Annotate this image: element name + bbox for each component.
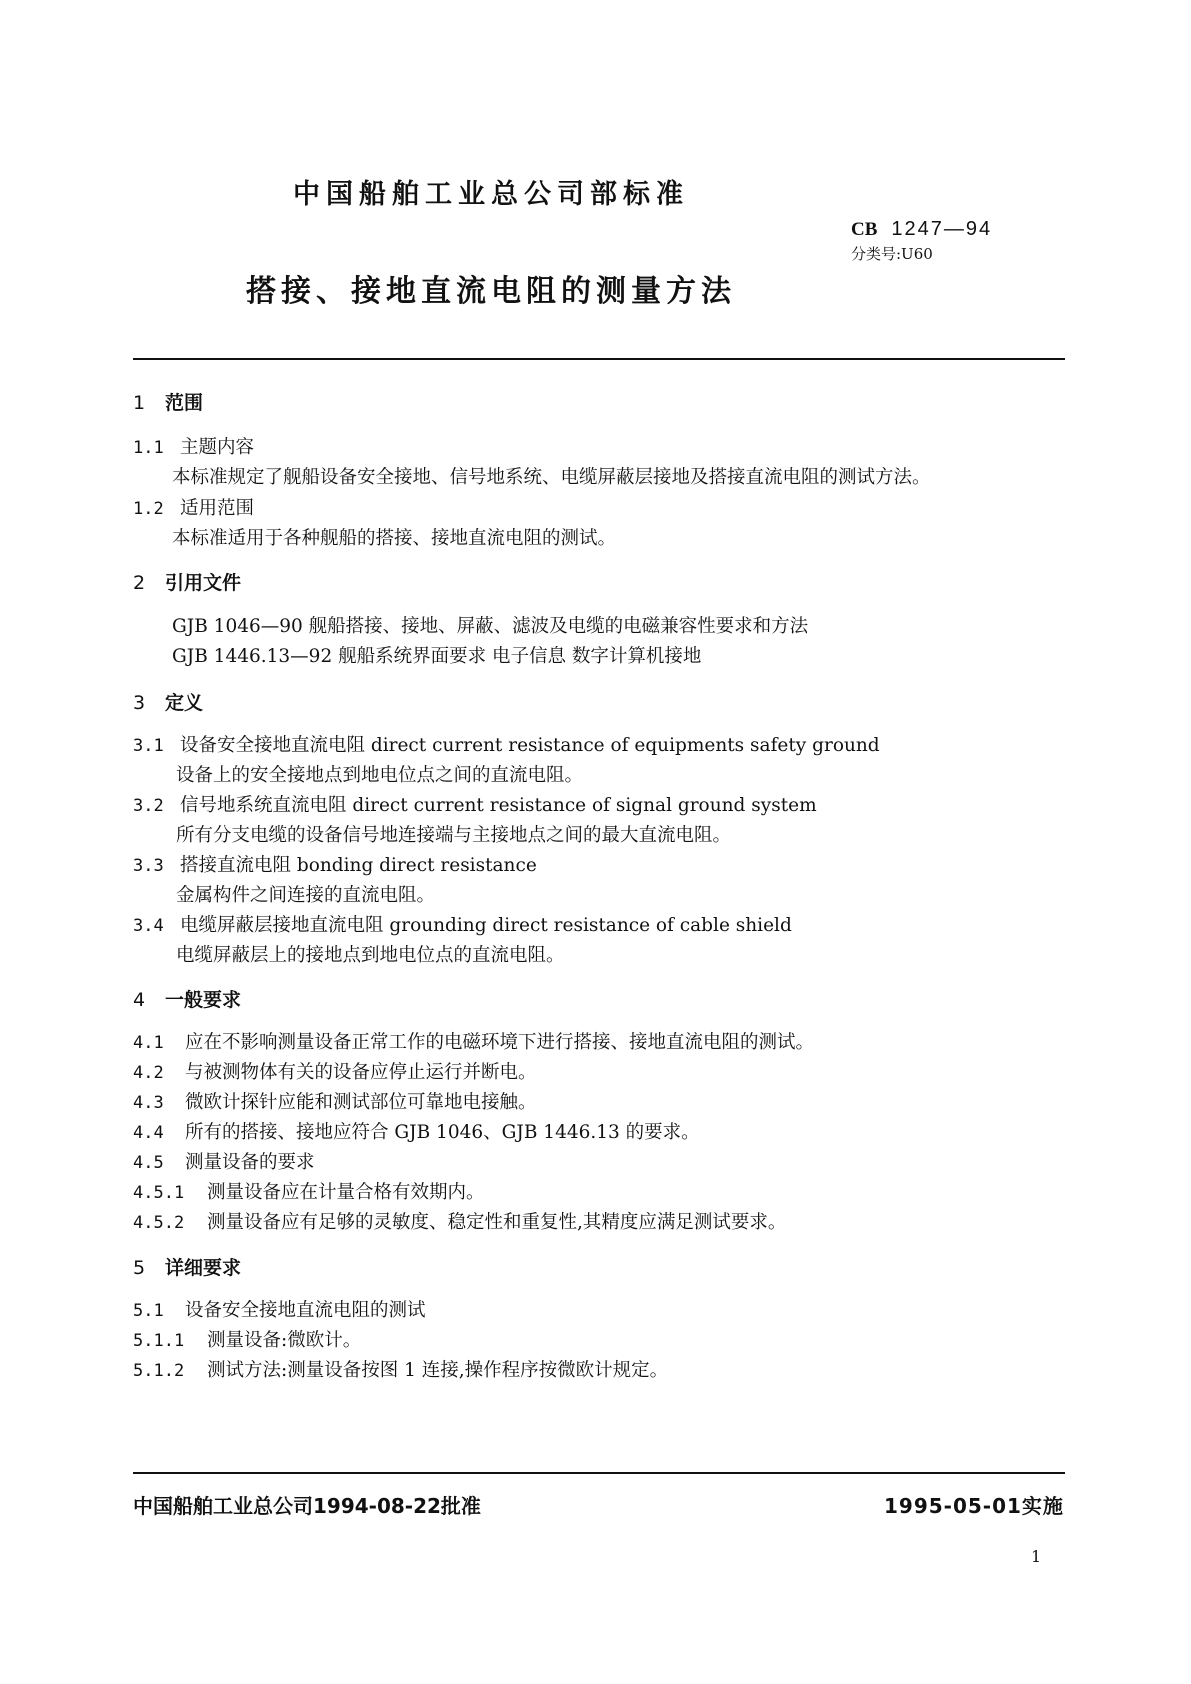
- clause-number: 3.2: [133, 796, 164, 816]
- clause-number: 4.1: [133, 1033, 164, 1053]
- section-heading: [133, 388, 203, 415]
- clause-text: 测量设备:微欧计。: [207, 1330, 362, 1351]
- reference-entry: GJB 1046—90 舰船搭接、接地、屏蔽、滤波及电缆的电磁兼容性要求和方法: [172, 616, 809, 637]
- clause-text: 微欧计探针应能和测试部位可靠地电接触。: [185, 1092, 537, 1113]
- paragraph: 所有分支电缆的设备信号地连接端与主接地点之间的最大直流电阻。: [176, 825, 732, 846]
- section-number: 5: [133, 1257, 146, 1279]
- clause-text: 测量设备的要求: [185, 1152, 315, 1173]
- clause-number: 5.1.2: [133, 1361, 185, 1381]
- clause-number: 3.3: [133, 856, 164, 876]
- clause-number: 4.5.2: [133, 1213, 185, 1233]
- section-heading: [133, 688, 203, 715]
- clause: [133, 1088, 537, 1114]
- effective-date: 1995-05-01实施: [884, 1494, 1064, 1518]
- section-title: 定义: [165, 692, 204, 714]
- reference-entry: GJB 1446.13—92 舰船系统界面要求 电子信息 数字计算机接地: [172, 646, 702, 667]
- clause-text: 适用范围: [180, 498, 255, 519]
- clause: [133, 1208, 786, 1234]
- section-number: 3: [133, 692, 146, 714]
- section-title: 详细要求: [165, 1257, 242, 1279]
- clause-text: 设备安全接地直流电阻的测试: [185, 1300, 426, 1321]
- clause-text: 应在不影响测量设备正常工作的电磁环境下进行搭接、接地直流电阻的测试。: [185, 1032, 815, 1053]
- clause-text: 搭接直流电阻 bonding direct resistance: [180, 855, 537, 876]
- clause-text: 与被测物体有关的设备应停止运行并断电。: [185, 1062, 537, 1083]
- clause-number: 4.5: [133, 1153, 164, 1173]
- section-number: 1: [133, 392, 146, 414]
- clause-text: 信号地系统直流电阻 direct current resistance of signal ground system: [180, 795, 817, 816]
- section-heading: [133, 1253, 241, 1280]
- clause-number: 1.2: [133, 499, 164, 519]
- clause-text: 主题内容: [180, 437, 255, 458]
- classification-number: 分类号:U60: [851, 245, 933, 263]
- clause-number: 3.1: [133, 736, 164, 756]
- clause: [133, 1178, 485, 1204]
- paragraph: 本标准规定了舰船设备安全接地、信号地系统、电缆屏蔽层接地及搭接直流电阻的测试方法。: [172, 467, 931, 488]
- paragraph: 电缆屏蔽层上的接地点到地电位点的直流电阻。: [176, 945, 565, 966]
- clause: [133, 1028, 814, 1054]
- clause: [133, 1356, 668, 1382]
- code-number: 1247—94: [891, 218, 993, 240]
- approval-line: 中国船舶工业总公司1994-08-22批准: [133, 1494, 481, 1518]
- page-number: 1: [1031, 1547, 1042, 1566]
- section-heading: [133, 568, 241, 595]
- clause: [133, 494, 254, 520]
- clause-number: 5.1.1: [133, 1331, 185, 1351]
- section-title: 引用文件: [165, 572, 242, 594]
- section-title: 一般要求: [165, 989, 242, 1011]
- standard-code: [851, 218, 992, 241]
- document-title: 搭接、接地直流电阻的测量方法: [246, 274, 736, 309]
- clause-number: 4.5.1: [133, 1183, 185, 1203]
- clause: [133, 1296, 426, 1322]
- section-number: 4: [133, 989, 146, 1011]
- section-number: 2: [133, 572, 146, 594]
- clause-number: 4.3: [133, 1093, 164, 1113]
- clause: [133, 851, 537, 877]
- clause: [133, 791, 817, 817]
- clause-text: 测试方法:测量设备按图 1 连接,操作程序按微欧计规定。: [207, 1360, 669, 1381]
- clause-number: 5.1: [133, 1301, 164, 1321]
- header-divider: [133, 358, 1065, 360]
- clause: [133, 1058, 537, 1084]
- clause-number: 4.4: [133, 1123, 164, 1143]
- clause: [133, 1148, 315, 1174]
- section-heading: [133, 985, 241, 1012]
- clause-number: 4.2: [133, 1063, 164, 1083]
- clause-number: 1.1: [133, 438, 164, 458]
- issuing-organization: 中国船舶工业总公司部标准: [293, 179, 689, 210]
- clause-text: 设备安全接地直流电阻 direct current resistance of equipments safety ground: [180, 735, 880, 756]
- clause-number: 3.4: [133, 916, 164, 936]
- paragraph: 金属构件之间连接的直流电阻。: [176, 885, 436, 906]
- paragraph: 本标准适用于各种舰船的搭接、接地直流电阻的测试。: [172, 528, 617, 549]
- paragraph: 设备上的安全接地点到地电位点之间的直流电阻。: [176, 765, 584, 786]
- clause-text: 测量设备应在计量合格有效期内。: [207, 1182, 485, 1203]
- clause-text: 电缆屏蔽层接地直流电阻 grounding direct resistance of cable shield: [180, 915, 792, 936]
- clause: [133, 1326, 361, 1352]
- clause: [133, 1118, 700, 1144]
- footer-divider: [133, 1472, 1065, 1474]
- section-title: 范围: [165, 392, 204, 414]
- code-prefix: CB: [851, 219, 878, 240]
- clause: [133, 433, 254, 459]
- clause: [133, 731, 880, 757]
- clause-text: 测量设备应有足够的灵敏度、稳定性和重复性,其精度应满足测试要求。: [207, 1212, 787, 1233]
- clause-text: 所有的搭接、接地应符合 GJB 1046、GJB 1446.13 的要求。: [185, 1122, 700, 1143]
- clause: [133, 911, 792, 937]
